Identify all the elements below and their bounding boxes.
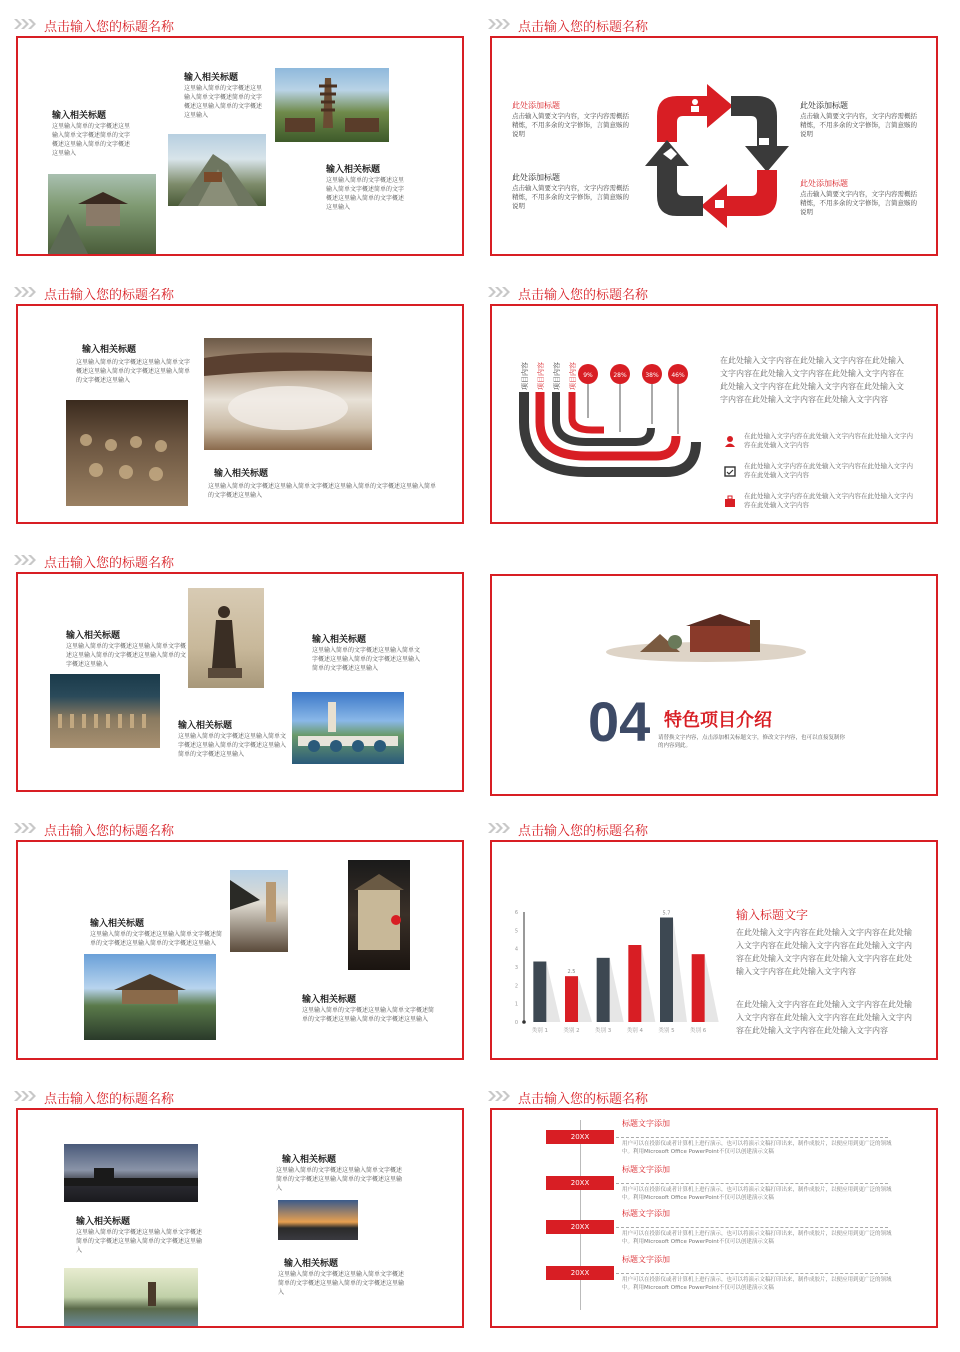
chart-paragraph-2: 在此处输入文字内容在此处输入文字内容在此处输入文字内容在此处输入文字内容在此处输入文字内容在此处输入文字内容在此处输入文字内容 — [736, 1000, 912, 1035]
slide-header — [0, 818, 474, 840]
photo-pagoda-garden — [275, 68, 389, 142]
slide-frame — [490, 840, 938, 1060]
photo-bridge-pagoda — [292, 692, 404, 764]
timeline-year-3 — [546, 1220, 614, 1234]
bar-shadow — [546, 962, 560, 1023]
chevron-right-icon — [14, 287, 38, 297]
photo-lake-pagoda — [64, 1268, 198, 1326]
slide-frame — [490, 574, 938, 796]
caption-text-1: 这里输入简单的文字概述这里输入简单文字概述这里输入简单的文字概述这里输入简单的文字概述这里输入 — [76, 359, 191, 384]
slide-5 — [0, 550, 474, 812]
timeline-title-1: 标题文字添加 — [622, 1119, 670, 1128]
photo-terracotta-pit — [50, 674, 160, 748]
chevron-right-icon — [488, 823, 512, 833]
caption-title-3: 输入相关标题 — [326, 165, 381, 175]
cycle-text-4: 点击输入简要文字内容，文字内容需概括精炼，不用多余的文字修饰，言简意赅的说明 — [800, 190, 917, 216]
user-icon — [692, 99, 698, 105]
caption-text-2: 这里输入简单的文字概述这里输入简单文字概述简单的文字概述这里输入简单的文字概述这里输入 — [52, 123, 131, 157]
bar-shadow — [705, 954, 719, 1022]
board-icon — [759, 138, 769, 145]
slide-header — [474, 818, 948, 840]
slide-title[interactable]: 点击输入您的标题名称 — [518, 288, 649, 303]
percent-label-3: 38% — [645, 372, 659, 379]
timeline-year-4 — [546, 1266, 614, 1280]
bar-shadow — [610, 958, 624, 1022]
photo-mountain-temple — [168, 134, 266, 206]
photo-night-gate — [348, 860, 410, 970]
percent-label-1: 9% — [583, 372, 593, 379]
slide-header — [474, 282, 948, 304]
slide-header — [0, 14, 474, 36]
caption-title-2: 输入相关标题 — [76, 1217, 131, 1227]
cycle-text-2: 点击输入简要文字内容，文字内容需概括精炼，不用多余的文字修饰，言简意赅的说明 — [512, 184, 629, 210]
caption-text-3: 这里输入简单的文字概述这里输入简单文字概述简单的文字概述这里输入简单的文字概述这里输入 — [326, 177, 405, 211]
year-label: 20XX — [570, 1133, 590, 1141]
caption-title-1: 输入相关标题 — [82, 345, 137, 355]
briefcase-icon — [724, 492, 736, 504]
slide-frame — [16, 840, 464, 1060]
timeline-text-2: 用户可以在投影仪或者计算机上进行演示，也可以将演示文稿打印出来，制作成胶片，以便应用到更广泛的领域中。利用Microsoft Office PowerPoint不仅可以创建演示文稿 — [622, 1187, 892, 1201]
caption-title-1: 输入相关标题 — [66, 631, 121, 641]
timeline-title-4: 标题文字添加 — [622, 1255, 670, 1264]
timeline-title-2: 标题文字添加 — [622, 1165, 670, 1174]
bar-value-label: 2.5 — [567, 969, 576, 976]
slide-title[interactable]: 点击输入您的标题名称 — [518, 20, 649, 35]
y-axis-marker — [522, 1020, 526, 1024]
caption-text-2: 这里输入简单的文字概述这里输入简单文字概述这里输入简单的文字概述这里输入简单的文字概述这里输入 — [208, 483, 437, 499]
timeline-year-2 — [546, 1176, 614, 1190]
caption-text-2: 这里输入简单的文字概述这里输入简单文字概述简单的文字概述这里输入简单的文字概述这里输入 — [302, 1007, 435, 1023]
slide-header — [0, 550, 474, 572]
slide-4 — [474, 282, 948, 544]
slide-6 — [474, 550, 948, 812]
slide-header — [474, 14, 948, 36]
slide-header — [0, 282, 474, 304]
slide-header — [0, 1086, 474, 1108]
photo-pagoda-eaves — [230, 870, 288, 952]
arc-label-1: 项目内容 — [521, 362, 529, 390]
percent-label-2: 28% — [613, 372, 627, 379]
cycle-title-1: 此处添加标题 — [512, 101, 560, 110]
chevron-right-icon — [14, 1091, 38, 1101]
slide-title[interactable]: 点击输入您的标题名称 — [518, 824, 649, 839]
x-tick-label: 类别 1 — [531, 1028, 548, 1034]
bar — [692, 954, 705, 1022]
slide-header — [474, 1086, 948, 1108]
bar — [628, 945, 641, 1022]
calendar-icon — [724, 462, 736, 474]
slide-frame — [16, 572, 464, 792]
year-label: 20XX — [570, 1179, 590, 1187]
cycle-text-1: 点击输入简要文字内容，文字内容需概括精炼，不用多余的文字修饰，言简意赅的说明 — [512, 112, 629, 138]
cycle-text-3: 点击输入简要文字内容，文字内容需概括精炼，不用多余的文字修饰，言简意赅的说明 — [800, 112, 917, 138]
caption-text-3: 这里输入简单的文字概述这里输入简单文字概述简单的文字概述这里输入简单的文字概述这里输入 — [278, 1271, 405, 1296]
timeline-dash-1 — [616, 1137, 888, 1138]
slide-title[interactable]: 点击输入您的标题名称 — [44, 556, 175, 571]
chart-heading: 输入标题文字 — [736, 908, 809, 922]
y-tick-label: 5 — [514, 928, 518, 935]
y-tick-label: 0 — [514, 1020, 518, 1026]
y-tick-label: 1 — [514, 1001, 518, 1008]
timeline-axis — [580, 1120, 581, 1310]
timeline-dash-3 — [616, 1227, 888, 1228]
item-text-1: 在此处输入文字内容在此处输入文字内容在此处输入文字内容在此处输入文字内容 — [744, 432, 913, 449]
slide-frame — [16, 304, 464, 524]
arc-label-2: 项目内容 — [537, 362, 545, 390]
caption-title-2: 输入相关标题 — [214, 469, 269, 479]
caption-text-2: 这里输入简单的文字概述这里输入简单文字概述简单的文字概述这里输入简单的文字概述这里输入 — [76, 1229, 203, 1254]
bar-shadow — [578, 976, 592, 1022]
photo-pavilion-rocks — [48, 174, 156, 254]
slide-8 — [474, 818, 948, 1080]
section-title: 特色项目介绍 — [664, 710, 772, 731]
caption-title-2: 输入相关标题 — [312, 635, 367, 645]
arc-label-4: 项目内容 — [569, 362, 577, 390]
chevron-right-icon — [488, 287, 512, 297]
timeline-year-1 — [546, 1130, 614, 1144]
timeline-text-4: 用户可以在投影仪或者计算机上进行演示，也可以将演示文稿打印出来，制作成胶片，以便应用到更广泛的领域中。利用Microsoft Office PowerPoint不仅可以创建演示文稿 — [622, 1277, 892, 1291]
caption-title-1: 输入相关标题 — [282, 1155, 337, 1165]
bar — [565, 976, 578, 1022]
bar-shadow — [641, 945, 655, 1022]
caption-text-2: 这里输入简单的文字概述这里输入简单文字概述这里输入简单的文字概述这里输入简单的文字概述这里输入 — [312, 647, 421, 672]
item-text-3: 在此处输入文字内容在此处输入文字内容在此处输入文字内容在此处输入文字内容 — [744, 492, 913, 509]
chevron-right-icon — [488, 19, 512, 29]
intro-text: 在此处输入文字内容在此处输入文字内容在此处输入文字内容在此处输入文字内容在此处输入文字内容在此处输入文字内容在此处输入文字内容在此处输入文字内容在此处输入文字内容在此处输入文字内容 — [720, 356, 904, 404]
y-tick-label: 4 — [514, 946, 518, 953]
photo-monk-statue — [188, 588, 264, 688]
slide-title[interactable]: 点击输入您的标题名称 — [518, 1092, 649, 1107]
timeline-title-3: 标题文字添加 — [622, 1209, 670, 1218]
y-tick-label: 6 — [514, 910, 518, 916]
photo-waterfall — [204, 338, 372, 450]
cycle-title-3: 此处添加标题 — [800, 101, 848, 110]
chart-paragraph-1: 在此处输入文字内容在此处输入文字内容在此处输入文字内容在此处输入文字内容在此处输入文字内容在此处输入文字内容在此处输入文字内容在此处输入文字内容在此处输入文字内容 — [736, 928, 912, 976]
slide-9 — [0, 1086, 474, 1348]
chevron-right-icon — [14, 19, 38, 29]
cycle-title-4: 此处添加标题 — [800, 179, 848, 188]
cycle-title-2: 此处添加标题 — [512, 173, 560, 182]
timeline-text-1: 用户可以在投影仪或者计算机上进行演示，也可以将演示文稿打印出来，制作成胶片，以便应用到更广泛的领域中。利用Microsoft Office PowerPoint不仅可以创建演示文稿 — [622, 1141, 892, 1155]
y-tick-label: 2 — [514, 983, 518, 990]
bar-value-label: 5.7 — [662, 910, 671, 917]
chevron-right-icon — [14, 555, 38, 565]
chevron-right-icon — [488, 1091, 512, 1101]
photo-sunset-wall — [278, 1200, 358, 1240]
y-tick-label: 3 — [514, 965, 518, 971]
x-tick-label: 类别 3 — [595, 1028, 612, 1034]
user-icon — [724, 432, 736, 444]
caption-text-1: 这里输入简单的文字概述这里输入简单文字概述简单的文字概述这里输入简单的文字概述这里输入 — [184, 85, 263, 119]
bar-chart — [502, 900, 722, 1048]
progress-arc-diagram — [516, 362, 716, 482]
section-number: 04 — [588, 690, 651, 753]
slide-title[interactable]: 点击输入您的标题名称 — [44, 1092, 175, 1107]
year-label: 20XX — [570, 1269, 590, 1277]
caption-text-1: 这里输入简单的文字概述这里输入简单文字概述这里输入简单的文字概述这里输入简单的文字概述这里输入 — [66, 643, 187, 668]
photo-terracotta-army — [66, 400, 188, 506]
caption-title-1: 输入相关标题 — [184, 73, 239, 83]
worker-icon — [715, 200, 724, 208]
percent-label-4: 46% — [671, 372, 685, 379]
timeline-dash-2 — [616, 1183, 888, 1184]
caption-text-1: 这里输入简单的文字概述这里输入简单文字概述简单的文字概述这里输入简单的文字概述这里输入 — [90, 931, 223, 947]
arc-label-3: 项目内容 — [553, 362, 561, 390]
caption-title-2: 输入相关标题 — [302, 995, 357, 1005]
chevron-right-icon — [14, 823, 38, 833]
photo-xian-landmarks-collage — [600, 612, 812, 670]
slide-frame — [16, 1108, 464, 1328]
slide-title[interactable]: 点击输入您的标题名称 — [44, 20, 175, 35]
slide-title[interactable]: 点击输入您的标题名称 — [44, 288, 175, 303]
slide-frame — [490, 304, 938, 524]
caption-title-3: 输入相关标题 — [178, 721, 233, 731]
caption-title-3: 输入相关标题 — [284, 1259, 339, 1269]
bar — [597, 958, 610, 1022]
cycle-arrows-diagram — [637, 76, 797, 236]
slide-frame — [490, 36, 938, 256]
x-tick-label: 类别 5 — [658, 1028, 675, 1034]
year-label: 20XX — [570, 1223, 590, 1231]
bar — [533, 962, 546, 1023]
x-tick-label: 类别 2 — [563, 1028, 580, 1034]
slide-7 — [0, 818, 474, 1080]
slide-2 — [474, 14, 948, 276]
bar-shadow — [673, 918, 687, 1023]
caption-text-1: 这里输入简单的文字概述这里输入简单文字概述简单的文字概述这里输入简单的文字概述这里输入 — [276, 1167, 403, 1192]
caption-title-1: 输入相关标题 — [90, 919, 145, 929]
slide-3 — [0, 282, 474, 544]
slide-frame — [490, 1108, 938, 1328]
slide-1 — [0, 14, 474, 276]
timeline-text-3: 用户可以在投影仪或者计算机上进行演示，也可以将演示文稿打印出来，制作成胶片，以便应用到更广泛的领域中。利用Microsoft Office PowerPoint不仅可以创建演示文稿 — [622, 1231, 892, 1245]
timeline-dash-4 — [616, 1273, 888, 1274]
bar — [660, 918, 673, 1023]
caption-text-3: 这里输入简单的文字概述这里输入简单文字概述这里输入简单的文字概述这里输入简单的文字概述这里输入 — [178, 733, 287, 758]
item-text-2: 在此处输入文字内容在此处输入文字内容在此处输入文字内容在此处输入文字内容 — [744, 462, 913, 479]
x-tick-label: 类别 6 — [690, 1028, 707, 1034]
x-tick-label: 类别 4 — [626, 1028, 643, 1034]
slide-frame — [16, 36, 464, 256]
photo-city-wall-dusk — [64, 1144, 198, 1202]
slide-title[interactable]: 点击输入您的标题名称 — [44, 824, 175, 839]
section-subtitle: 请替换文字内容，点击添加相关标题文字，修改文字内容，也可以直接复制你的内容到此。 — [658, 735, 846, 749]
slide-10 — [474, 1086, 948, 1348]
photo-palace-lake — [84, 954, 216, 1040]
caption-title-2: 输入相关标题 — [52, 111, 107, 121]
